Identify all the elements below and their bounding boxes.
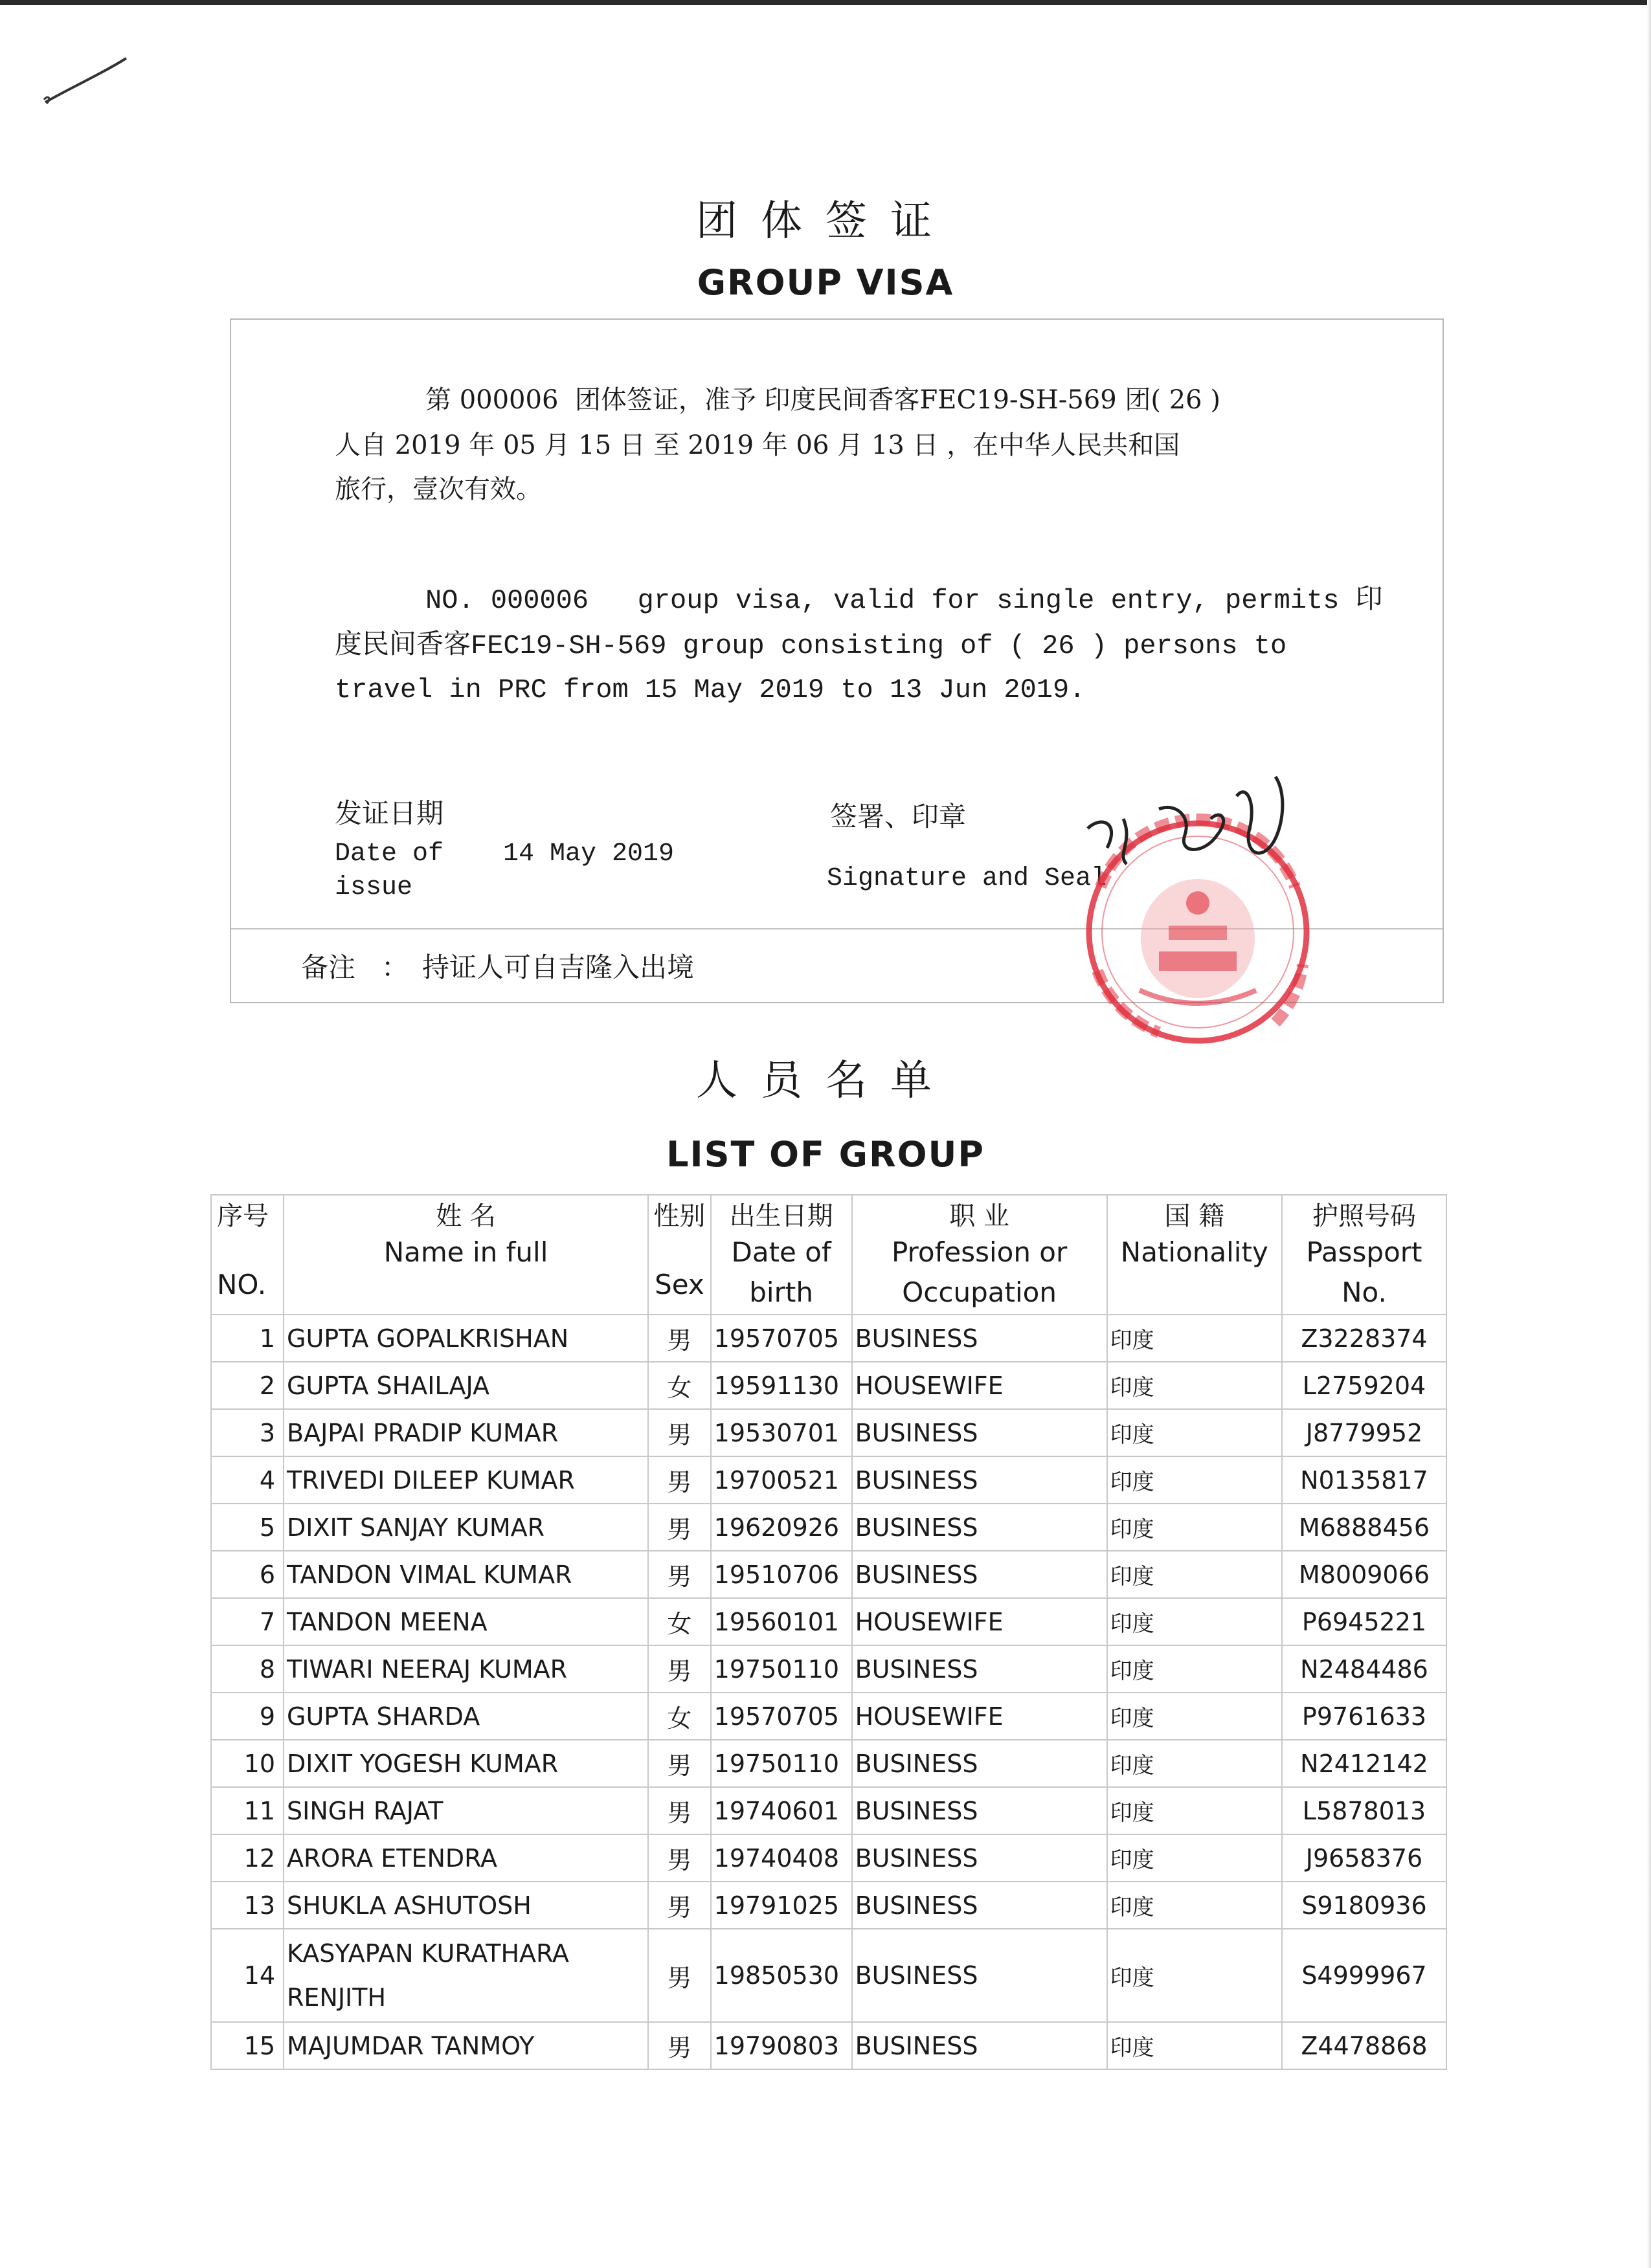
- member-name: TANDON VIMAL KUMAR: [284, 1551, 648, 1598]
- remarks-text: 持证人可自吉隆入出境: [422, 951, 695, 983]
- col-header-profession: 职 业 Profession or Occupation: [852, 1195, 1107, 1315]
- member-passport: N2484486: [1282, 1645, 1446, 1693]
- member-passport: J9658376: [1282, 1834, 1446, 1882]
- member-dob: 19570705: [711, 1693, 852, 1740]
- member-sex: 男: [648, 1504, 711, 1551]
- table-row: [211, 1504, 1446, 1551]
- member-profession: BUSINESS: [852, 1409, 1107, 1456]
- table-body: [211, 1315, 1446, 2069]
- member-profession: BUSINESS: [852, 1740, 1107, 1787]
- member-dob: 19700521: [711, 1456, 852, 1504]
- member-name: ARORA ETENDRA: [284, 1834, 648, 1882]
- member-nationality: 印度: [1107, 1693, 1282, 1740]
- member-sex: 男: [648, 1834, 711, 1882]
- visa-text-en-line-3: travel in PRC from 15 May 2019 to 13 Jun 2019.: [335, 674, 1086, 706]
- member-sex: 男: [648, 1409, 711, 1456]
- member-sex: 男: [648, 1551, 711, 1598]
- member-profession: HOUSEWIFE: [852, 1693, 1107, 1740]
- scan-edge-top: [0, 0, 1651, 5]
- member-nationality: 印度: [1107, 1456, 1282, 1504]
- signature-label-cn: 签署、印章: [830, 801, 967, 832]
- col-header-passport: 护照号码 Passport No.: [1282, 1195, 1446, 1315]
- member-dob: 19591130: [711, 1362, 852, 1409]
- member-dob: 19740408: [711, 1834, 852, 1882]
- row-number: 1: [211, 1315, 284, 1362]
- member-name: GUPTA GOPALKRISHAN: [284, 1315, 648, 1362]
- visa-text-cn-line-1: 第 000006 团体签证，准予 印度民间香客FEC19-SH-569 团( 26 ): [425, 385, 1220, 415]
- member-name: SHUKLA ASHUTOSH: [284, 1882, 648, 1929]
- member-sex: 男: [648, 1787, 711, 1834]
- issue-date-value: 14 May 2019: [503, 839, 675, 869]
- member-nationality: 印度: [1107, 1551, 1282, 1598]
- row-number: 12: [211, 1834, 284, 1882]
- member-nationality: 印度: [1107, 1362, 1282, 1409]
- visa-title-cn: 团体签证: [696, 197, 955, 245]
- issue-date-label-en: Date of issue: [335, 839, 444, 902]
- member-name: SINGH RAJAT: [284, 1787, 648, 1834]
- official-seal: [1062, 757, 1334, 1062]
- member-name: BAJPAI PRADIP KUMAR: [284, 1409, 648, 1456]
- member-passport: S9180936: [1282, 1882, 1446, 1929]
- member-nationality: 印度: [1107, 1740, 1282, 1787]
- table-row: [211, 1598, 1446, 1645]
- member-profession: HOUSEWIFE: [852, 1598, 1107, 1645]
- table-row: [211, 1834, 1446, 1882]
- member-sex: 男: [648, 1456, 711, 1504]
- member-name: MAJUMDAR TANMOY: [284, 2022, 648, 2069]
- member-sex: 男: [648, 1740, 711, 1787]
- list-title-en: LIST OF GROUP: [666, 1134, 985, 1175]
- pen-mark: [39, 52, 136, 110]
- remarks-separator: ：: [381, 951, 409, 983]
- member-nationality: 印度: [1107, 1645, 1282, 1693]
- row-number: 7: [211, 1598, 284, 1645]
- member-name: TANDON MEENA: [284, 1598, 648, 1645]
- member-passport: Z4478868: [1282, 2022, 1446, 2069]
- member-profession: BUSINESS: [852, 1929, 1107, 2022]
- member-sex: 男: [648, 1882, 711, 1929]
- row-number: 15: [211, 2022, 284, 2069]
- row-number: 8: [211, 1645, 284, 1693]
- member-nationality: 印度: [1107, 1787, 1282, 1834]
- member-name: TRIVEDI DILEEP KUMAR: [284, 1456, 648, 1504]
- member-passport: M8009066: [1282, 1551, 1446, 1598]
- member-passport: J8779952: [1282, 1409, 1446, 1456]
- visa-text-en-line-1: NO. 000006 group visa, valid for single entry, permits 印: [425, 585, 1383, 616]
- row-number: 9: [211, 1693, 284, 1740]
- row-number: 13: [211, 1882, 284, 1929]
- member-dob: 19850530: [711, 1929, 852, 2022]
- member-name: GUPTA SHAILAJA: [284, 1362, 648, 1409]
- member-dob: 19620926: [711, 1504, 852, 1551]
- member-nationality: 印度: [1107, 1834, 1282, 1882]
- member-profession: BUSINESS: [852, 1504, 1107, 1551]
- member-dob: 19750110: [711, 1740, 852, 1787]
- member-name: GUPTA SHARDA: [284, 1693, 648, 1740]
- table-row: [211, 1409, 1446, 1456]
- member-nationality: 印度: [1107, 1315, 1282, 1362]
- member-profession: BUSINESS: [852, 1456, 1107, 1504]
- list-title-cn: 人员名单: [696, 1057, 955, 1105]
- member-dob: 19510706: [711, 1551, 852, 1598]
- visa-title-en: GROUP VISA: [697, 262, 954, 303]
- visa-text-cn-line-3: 旅行，壹次有效。: [335, 474, 542, 504]
- row-number: 11: [211, 1787, 284, 1834]
- member-sex: 男: [648, 1645, 711, 1693]
- member-nationality: 印度: [1107, 1598, 1282, 1645]
- table-row: [211, 1551, 1446, 1598]
- row-number: 2: [211, 1362, 284, 1409]
- table-row: [211, 1315, 1446, 1362]
- issue-date-label-cn: 发证日期: [335, 797, 444, 829]
- member-sex: 男: [648, 1315, 711, 1362]
- member-profession: BUSINESS: [852, 1645, 1107, 1693]
- member-dob: 19530701: [711, 1409, 852, 1456]
- member-passport: L2759204: [1282, 1362, 1446, 1409]
- remarks-label: 备注: [301, 951, 356, 983]
- member-passport: N2412142: [1282, 1740, 1446, 1787]
- member-nationality: 印度: [1107, 1929, 1282, 2022]
- row-number: 6: [211, 1551, 284, 1598]
- member-profession: BUSINESS: [852, 1551, 1107, 1598]
- table-row: [211, 2022, 1446, 2069]
- member-dob: 19750110: [711, 1645, 852, 1693]
- member-dob: 19570705: [711, 1315, 852, 1362]
- member-passport: P6945221: [1282, 1598, 1446, 1645]
- member-nationality: 印度: [1107, 1504, 1282, 1551]
- table-row: [211, 1929, 1446, 2022]
- table-row: [211, 1787, 1446, 1834]
- member-profession: BUSINESS: [852, 2022, 1107, 2069]
- member-passport: N0135817: [1282, 1456, 1446, 1504]
- col-header-sex: 性别 Sex: [648, 1195, 711, 1315]
- member-nationality: 印度: [1107, 1409, 1282, 1456]
- row-number: 5: [211, 1504, 284, 1551]
- member-passport: L5878013: [1282, 1787, 1446, 1834]
- col-header-nationality: 国 籍 Nationality: [1107, 1195, 1282, 1315]
- member-profession: BUSINESS: [852, 1787, 1107, 1834]
- member-sex: 女: [648, 1693, 711, 1740]
- table-row: [211, 1740, 1446, 1787]
- col-header-name: 姓 名 Name in full: [284, 1195, 648, 1315]
- member-sex: 女: [648, 1362, 711, 1409]
- member-nationality: 印度: [1107, 2022, 1282, 2069]
- member-name: TIWARI NEERAJ KUMAR: [284, 1645, 648, 1693]
- visa-text-en-line-2: 度民间香客FEC19-SH-569 group consisting of ( 26 ) persons to: [335, 630, 1287, 662]
- member-profession: BUSINESS: [852, 1834, 1107, 1882]
- signature-label-en: Signature and Seal: [827, 864, 1107, 893]
- member-name: KASYAPAN KURATHARA RENJITH: [284, 1929, 648, 2022]
- table-row: [211, 1362, 1446, 1409]
- row-number: 3: [211, 1409, 284, 1456]
- member-passport: M6888456: [1282, 1504, 1446, 1551]
- member-profession: HOUSEWIFE: [852, 1362, 1107, 1409]
- row-number: 10: [211, 1740, 284, 1787]
- member-dob: 19560101: [711, 1598, 852, 1645]
- table-row: [211, 1693, 1446, 1740]
- row-number: 14: [211, 1929, 284, 2022]
- member-dob: 19791025: [711, 1882, 852, 1929]
- table-row: [211, 1882, 1446, 1929]
- member-sex: 男: [648, 1929, 711, 2022]
- group-member-table: [210, 1194, 1447, 2070]
- member-name: DIXIT YOGESH KUMAR: [284, 1740, 648, 1787]
- visa-text-cn-line-2: 人自 2019 年 05 月 15 日 至 2019 年 06 月 13 日 ，在中华人民共和国: [335, 430, 1180, 460]
- member-profession: BUSINESS: [852, 1315, 1107, 1362]
- member-sex: 女: [648, 1598, 711, 1645]
- table-header-row: [211, 1195, 1446, 1315]
- member-nationality: 印度: [1107, 1882, 1282, 1929]
- member-dob: 19740601: [711, 1787, 852, 1834]
- member-name: DIXIT SANJAY KUMAR: [284, 1504, 648, 1551]
- col-header-dob: 出生日期 Date of birth: [711, 1195, 852, 1315]
- table-row: [211, 1645, 1446, 1693]
- member-passport: S4999967: [1282, 1929, 1446, 2022]
- member-sex: 男: [648, 2022, 711, 2069]
- member-dob: 19790803: [711, 2022, 852, 2069]
- member-profession: BUSINESS: [852, 1882, 1107, 1929]
- table-row: [211, 1456, 1446, 1504]
- row-number: 4: [211, 1456, 284, 1504]
- member-passport: Z3228374: [1282, 1315, 1446, 1362]
- member-passport: P9761633: [1282, 1693, 1446, 1740]
- col-header-no: 序号 NO.: [211, 1195, 284, 1315]
